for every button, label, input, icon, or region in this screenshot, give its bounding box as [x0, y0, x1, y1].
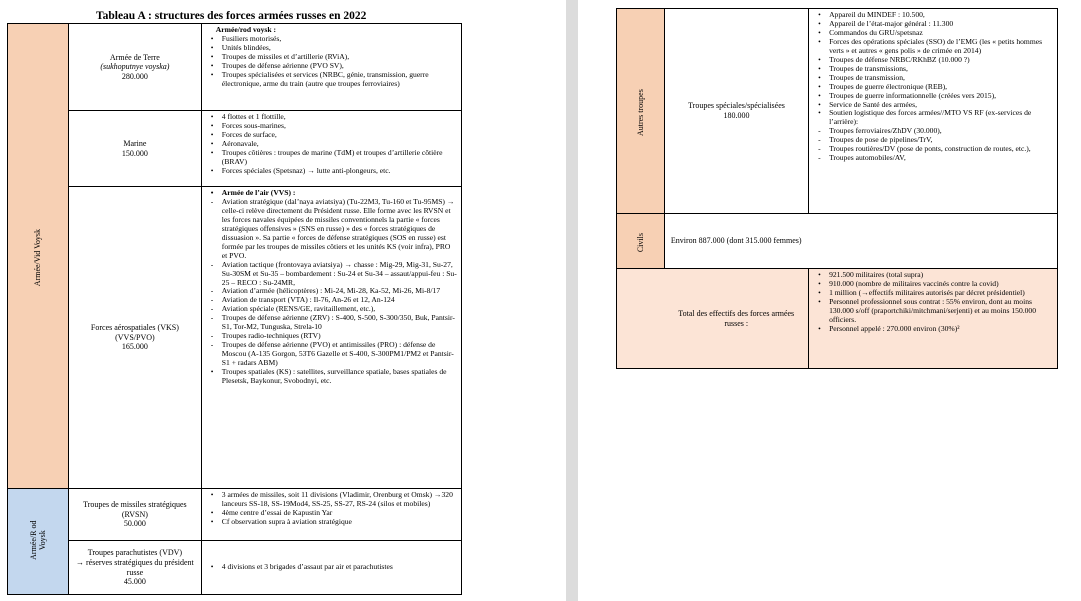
right-forces-table — [616, 8, 1058, 369]
list-item: • Troupes spécialisées et services (NRBC, génie, transmission, guerre électronique, arme du train (autre que troupes ferroviaires) — [208, 71, 457, 89]
list-special-troops — [809, 9, 1058, 214]
list-total — [809, 269, 1058, 369]
list-item: - Troupes de pose de pipelines/TrV, — [815, 136, 1053, 145]
list-item: - Aviation de transport (VTA) : Il-76, An-26 et 12, An-124 — [208, 296, 457, 305]
left-forces-table — [7, 23, 462, 595]
list-item: • 910.000 (nombre de militaires vaccinés contre la covid) — [815, 280, 1053, 289]
list-item: • Troupes de défense NRBC/RKhBZ (10.000 ?) — [815, 56, 1053, 65]
list-item: - Troupes automobiles/AV, — [815, 154, 1053, 163]
list-item: • Troupes de transmission, — [815, 74, 1053, 83]
list-item: - Troupes routières/DV (pose de ponts, construction de routes, etc.), — [815, 145, 1053, 154]
list-item: - Troupes de défense aérienne (ZRV) : S-400, S-500, S-300/350, Buk, Pantsir-S1, Tor-M2, Tunguska, Strela-10 — [208, 314, 457, 332]
list-item: - Troupes ferroviaires/ZhDV (30.000), — [815, 127, 1053, 136]
list-item: • Troupes de guerre informationnelle (créées vers 2015), — [815, 92, 1053, 101]
table-title: Tableau A : structures des forces armées russes en 2022 — [96, 10, 367, 22]
branch-rod-voysk: Armée/R od Voysk — [8, 489, 69, 595]
list-item: • Forces de surface, — [208, 131, 457, 140]
list-item: • Troupes de défense aérienne (PVO SV), — [208, 62, 457, 71]
list-item: - Aviation stratégique (dal’naya aviatsiya) (Tu-22M3, Tu-160 et Tu-95MS) → celle-ci relève directement du Président russe. Elle forme avec les RVSN et les forces navales équipées de missiles conventionnels la partie « forces stratégiques offensives » (SNS en russe) » des « forces stratégiques de dissuasion ». Sa partie « forces de défense stratégiques (SOS en russe) est formée par les troupes de missiles côtiers et les unités KS (voir infra), PRO et PVO. — [208, 198, 457, 261]
list-item: • Forces sous-marines, — [208, 122, 457, 131]
row-rvsn: Troupes de missiles stratégiques (RVSN) 50.000 — [69, 489, 202, 541]
list-item: • Forces des opérations spéciales (SSO) de l’EMG (les « petits hommes verts » et autres « gens polis » de crimée en 2014) — [815, 38, 1053, 56]
list-rvsn — [201, 489, 461, 541]
group-civils: Civils — [617, 214, 665, 269]
civils-count: Environ 887.000 (dont 315.000 femmes) — [664, 214, 1057, 269]
list-item: • 4 flottes et 1 flottille, — [208, 113, 457, 122]
row-total: Total des effectifs des forces armées russes : — [664, 269, 808, 369]
list-item: - Aviation d’armée (hélicoptères) : Mi-24, Mi-28, Ka-52, Mi-26, Mi-8/17 — [208, 287, 457, 296]
page-gap — [566, 0, 578, 601]
row-ground-forces: Armée de Terre (sukhoputnye voyska) 280.000 — [69, 24, 202, 111]
page-right — [578, 0, 1081, 601]
list-item: • Unités blindées, — [208, 44, 457, 53]
row-vdv: Troupes parachutistes (VDV) → réserves stratégiques du président russe 45.000 — [69, 541, 202, 595]
list-item: • 3 armées de missiles, soit 11 divisions (Vladimir, Orenburg et Omsk) →320 lanceurs SS-18, SS-19Mod4, SS-25, SS-27, RS-24 (silos et mobiles) — [208, 491, 457, 509]
list-item: • Appareil de l’état-major général : 11.300 — [815, 20, 1053, 29]
list-item: • Commandos du GRU/spetsnaz — [815, 29, 1053, 38]
list-navy — [201, 111, 461, 187]
list-item: • Personnel professionnel sous contrat : 55% environ, dont au moins 130.000 s/off (praportchiki/mitchmani/serjenti) et au moins 150.000 officiers. — [815, 298, 1053, 325]
list-item: • Cf observation supra à aviation stratégique — [208, 518, 457, 527]
list-item: • Fusiliers motorisés, — [208, 35, 457, 44]
list-item: • Troupes de guerre électronique (REB), — [815, 83, 1053, 92]
list-item: • 921.500 militaires (total supra) — [815, 271, 1053, 280]
list-item: • Forces spéciales (Spetsnaz) → lutte anti-plongeurs, etc. — [208, 167, 457, 176]
list-item: • Soutien logistique des forces armées//MTO VS RF (ex-services de l’arrière): — [815, 109, 1053, 127]
list-item: - Aviation tactique (frontovaya aviatsiya) → chasse : Mig-29, Mig-31, Su-27, Su-30SM et Su-35 – bombardement : Su-24 et Su-34 – assaut/appui-feu : Su-25 – RECO : Su-24MR, — [208, 261, 457, 288]
list-item: - Aviation spéciale (RENS/GE, ravitaillement, etc.), — [208, 305, 457, 314]
group-autres-troupes: Autres troupes — [617, 9, 665, 214]
row-navy: Marine 150.000 — [69, 111, 202, 187]
branch-vid-voysk: Armée/Vid Voysk — [8, 24, 69, 489]
list-item: • Armée de l’air (VVS) : — [208, 189, 457, 198]
list-item: • Troupes côtières : troupes de marine (TdM) et troupes d’artillerie côtière (BRAV) — [208, 149, 457, 167]
row-special-troops: Troupes spéciales/spécialisées 180.000 — [664, 9, 808, 214]
row-aerospace: Forces aérospatiales (VKS) (VVS/PVO) 165.000 — [69, 187, 202, 489]
list-ground-forces — [201, 24, 461, 111]
list-item: • Appareil du MINDEF : 10.500, — [815, 11, 1053, 20]
list-item: Armée/rod voysk : — [215, 25, 276, 34]
list-item: • Troupes de missiles et d’artillerie (RViA), — [208, 53, 457, 62]
list-item: - Troupes radio-techniques (RTV) — [208, 332, 457, 341]
list-item: • Service de Santé des armées, — [815, 101, 1053, 110]
list-vdv — [201, 541, 461, 595]
list-item: • 4ème centre d’essai de Kapustin Yar — [208, 509, 457, 518]
list-item: • Personnel appelé : 270.000 environ (30%)² — [815, 325, 1053, 334]
list-item: • 4 divisions et 3 brigades d’assaut par air et parachutistes — [208, 563, 457, 572]
list-item: • Aéronavale, — [208, 140, 457, 149]
list-item: • Troupes de transmissions, — [815, 65, 1053, 74]
list-aerospace — [201, 187, 461, 489]
list-item: • 1 million (→effectifs militaires autorisés par décret présidentiel) — [815, 289, 1053, 298]
list-item: - Troupes de défense aérienne (PVO) et antimissiles (PRO) : défense de Moscou (A-135 Gorgon, 53T6 Gazelle et S-400, S-300PM1/PM2 et Pantsir-S1 + radars ABM) — [208, 341, 457, 368]
list-item: • Troupes spatiales (KS) : satellites, surveillance spatiale, bases spatiales de Plesetsk, Baykonur, Svobodnyi, etc. — [208, 368, 457, 386]
